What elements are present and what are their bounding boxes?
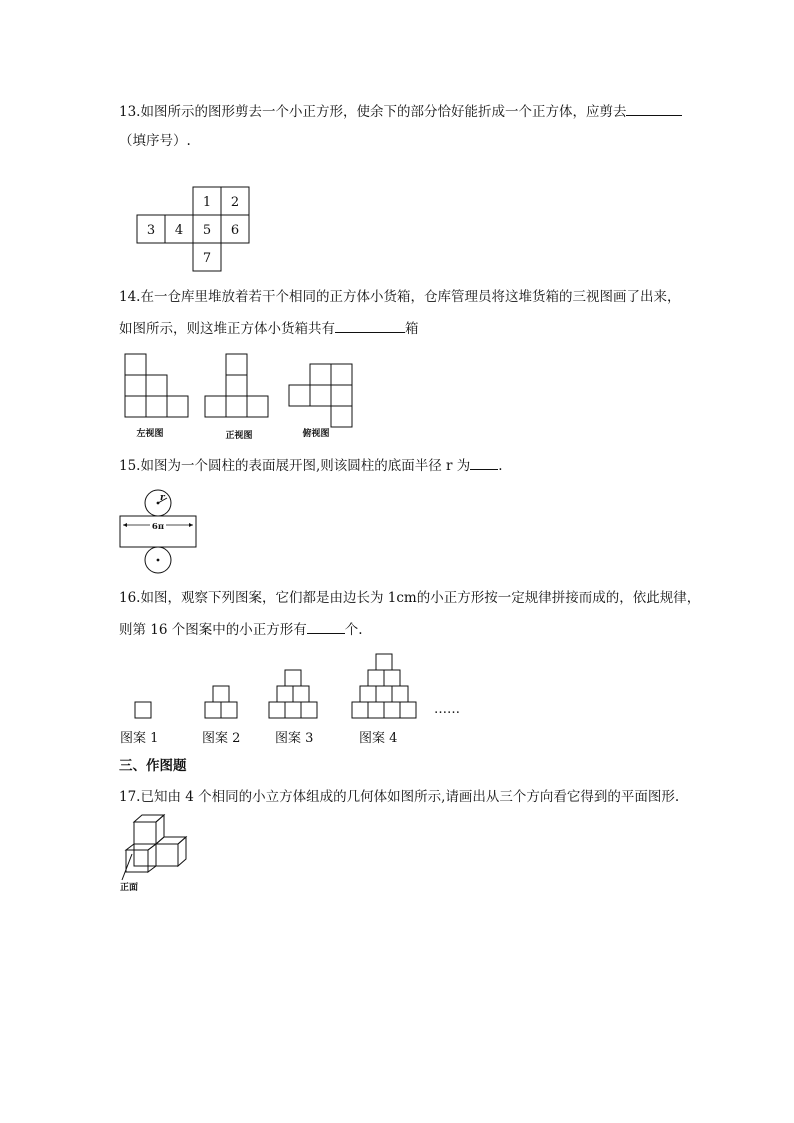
- right-cube-front: [156, 844, 178, 866]
- pattern-3-label: 图案 3: [275, 731, 314, 746]
- section-3-title: 三、作图题: [119, 758, 187, 774]
- pattern-2-label: 图案 2: [202, 731, 241, 746]
- q15-text-end: .: [498, 458, 503, 474]
- net-label-7: 7: [202, 251, 212, 266]
- q17-text: 17.已知由 4 个相同的小立方体组成的几何体如图所示,请画出从三个方向看它得到的平面图形.: [119, 789, 680, 805]
- front-cube-side: [148, 844, 156, 872]
- radius-label: r: [160, 493, 165, 503]
- top-view-label: 俯视图: [302, 429, 330, 439]
- q14-text: 14.在一仓库里堆放着若干个相同的正方体小货箱，仓库管理员将这堆货箱的三视图画了出来，: [119, 289, 681, 305]
- q14-text-end: 箱: [405, 321, 419, 337]
- pattern-1-label: 图案 1: [120, 731, 159, 746]
- q13-answer-blank: [626, 101, 682, 116]
- q15-line: [119, 455, 503, 476]
- pattern-1: [135, 702, 151, 718]
- q15-cylinder-net-figure: [119, 488, 199, 576]
- q17-cube-stack-figure: [118, 810, 198, 896]
- q13-line-1: [119, 101, 682, 122]
- pattern-4: [352, 654, 416, 718]
- front-label: 正面: [120, 883, 139, 893]
- q15-text: 15.如图为一个圆柱的表面展开图,则该圆柱的底面半径 r 为: [119, 458, 471, 474]
- q16-patterns-figure: [118, 650, 478, 750]
- left-view: [125, 354, 188, 417]
- q14-answer-blank: [335, 318, 405, 333]
- top-center-dot: [157, 502, 160, 505]
- q13-cube-net-figure: [137, 187, 249, 271]
- top-view: [289, 364, 352, 427]
- net-label-6: 6: [230, 223, 240, 238]
- front-indicator-line: [122, 854, 132, 880]
- q13-text-cont: （填序号）.: [119, 133, 191, 149]
- q13-text: 13.如图所示的图形剪去一个小正方形，使余下的部分恰好能折成一个正方体，应剪去: [119, 104, 627, 120]
- top-cube-side: [156, 815, 164, 844]
- middle-cube-front: [134, 844, 156, 866]
- q16-text-end: 个.: [344, 622, 363, 638]
- length-label: 6π: [151, 522, 165, 532]
- q14-line-1: [119, 287, 680, 307]
- q16-answer-blank: [307, 619, 345, 634]
- net-label-2: 2: [230, 195, 240, 210]
- q16-text-cont: 则第 16 个图案中的小正方形有: [119, 622, 307, 638]
- net-label-5: 5: [202, 223, 212, 238]
- pattern-ellipsis: ……: [434, 702, 460, 717]
- pattern-3: [269, 670, 317, 718]
- q13-line-2: [119, 131, 191, 151]
- q17-line: [119, 787, 679, 807]
- front-view: [205, 354, 268, 417]
- front-view-label: 正视图: [225, 431, 253, 441]
- right-cube-side: [178, 837, 186, 866]
- bottom-center-dot: [157, 559, 160, 562]
- q16-text: 16.如图，观察下列图案，它们都是由边长为 1cm的小正方形按一定规律拼接而成的，依此规律，: [119, 590, 701, 606]
- pattern-4-label: 图案 4: [359, 731, 398, 746]
- q16-line-2: [119, 619, 363, 640]
- q16-line-1: [119, 588, 700, 608]
- left-view-label: 左视图: [136, 429, 164, 439]
- q15-answer-blank: [470, 455, 498, 470]
- net-label-1: 1: [202, 195, 212, 210]
- pattern-2: [205, 686, 237, 718]
- top-cube-front: [134, 822, 156, 844]
- q14-three-views-figure: [118, 352, 368, 442]
- net-label-4: 4: [174, 223, 184, 238]
- net-label-3: 3: [146, 223, 156, 238]
- q14-line-2: [119, 318, 419, 339]
- q14-text-cont: 如图所示，则这堆正方体小货箱共有: [119, 321, 335, 337]
